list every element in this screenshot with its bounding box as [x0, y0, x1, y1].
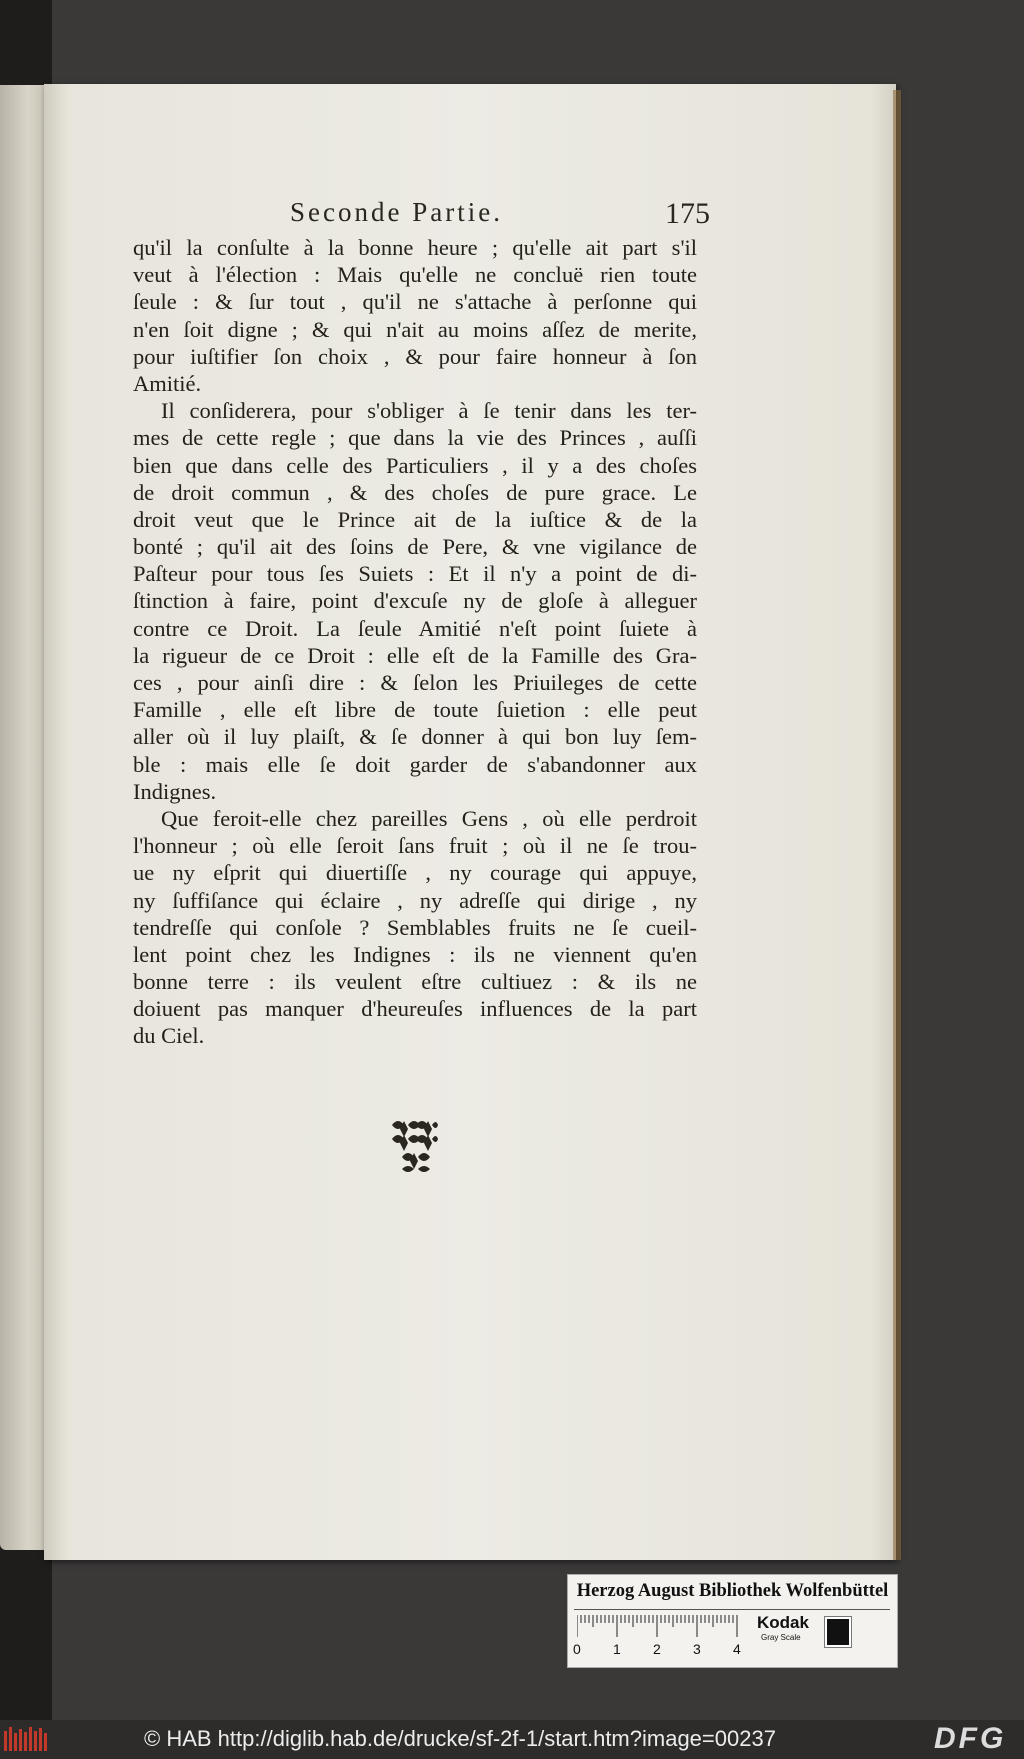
ruler-scale [577, 1615, 753, 1639]
body-text [133, 234, 697, 1050]
text-line: ſeule : & ſur tout , qu'il ne s'attache à perſonne qui [133, 289, 697, 315]
page-header [290, 197, 710, 233]
text-line: ble : mais elle ſe doit garder de s'abandonner aux [133, 751, 697, 777]
text-line: Indignes. [133, 778, 217, 804]
text-line: veut à l'élection : Mais qu'elle ne concluë rien toute [133, 262, 697, 288]
text-line: Il conſiderera, pour s'obliger à ſe tenir dans les ter- [161, 398, 697, 424]
text-line: Paſteur pour tous ſes Suiets : Et il n'y a point de di- [133, 561, 697, 587]
text-line: tendreſſe qui conſole ? Semblables fruits ne ſe cueil- [133, 914, 697, 940]
text-line: du Ciel. [133, 1023, 205, 1049]
text-line: ces , pour ainſi dire : & ſelon les Priuileges de cette [133, 670, 697, 695]
text-line: ſtinction à faire, point d'excuſe ny de gloſe à alleguer [133, 588, 697, 614]
text-line: bonté ; qu'il ait des ſoins de Pere, & vne vigilance de [133, 534, 697, 560]
text-line: ny ſuffiſance qui éclaire , ny adreſſe qui dirige , ny [133, 887, 697, 913]
text-line: qu'il la conſulte à la bonne heure ; qu'elle ait part s'il [133, 235, 697, 260]
gray-scale-label: Gray Scale [761, 1633, 801, 1642]
text-line: ue ny eſprit qui diuertiſſe , ny courage qui appuye, [133, 860, 697, 886]
gray-patch [825, 1617, 851, 1647]
scale-label: 2 [653, 1641, 661, 1657]
divider [574, 1609, 890, 1610]
text-line: Famille , elle eſt libre de toute ſuietion : elle peut [133, 697, 697, 723]
text-line: aller où il luy plaiſt, & ſe donner à qui bon luy ſem- [133, 724, 697, 750]
text-line: droit veut que le Prince ait de la iuſtice & de la [133, 506, 697, 532]
text-line: Que feroit-elle chez pareilles Gens , où elle perdroit [161, 805, 697, 831]
text-line: contre ce Droit. La ſeule Amitié n'eſt point ſuiete à [133, 615, 697, 641]
printers-ornament-icon [388, 1117, 440, 1177]
text-line: l'honneur ; où elle ſeroit ſans fruit ; où il ne ſe trou- [133, 833, 697, 859]
text-line: bien que dans celle des Particuliers , il y a des choſes [133, 452, 697, 478]
text-line: pour iuſtifier ſon choix , & pour faire honneur à ſon [133, 343, 697, 369]
page-edge [893, 90, 901, 1560]
library-name: Herzog August Bibliothek Wolfenbüttel [576, 1581, 889, 1601]
hab-logo-icon [4, 1727, 48, 1753]
page-number: 175 [665, 197, 710, 230]
text-line: de droit commun , & des choſes de pure grace. Le [133, 479, 697, 505]
copyright-url[interactable]: © HAB http://diglib.hab.de/drucke/sf-2f-1/start.htm?image=00237 [144, 1726, 776, 1751]
underlying-page [0, 85, 46, 1550]
text-line: Amitié. [133, 370, 202, 396]
text-line: bonne terre : ils veulent eſtre cultiuez : & ils ne [133, 969, 697, 995]
color-target-card [567, 1574, 898, 1668]
scale-label: 0 [573, 1641, 581, 1657]
kodak-label: Kodak [757, 1613, 809, 1632]
scale-label: 1 [613, 1641, 621, 1657]
text-line: mes de cette regle ; que dans la vie des Princes , auſſi [133, 425, 697, 451]
dfg-logo: DFG [934, 1722, 1007, 1755]
scale-label: 4 [733, 1641, 741, 1657]
text-line: n'en ſoit digne ; & qui n'ait au moins aſſez de merite, [133, 316, 697, 342]
footer-bar [0, 1720, 1024, 1759]
text-line: la rigueur de ce Droit : elle eſt de la Famille des Gra- [133, 642, 697, 668]
text-line: doiuent pas manquer d'heureuſes influences de la part [133, 996, 697, 1022]
text-line: lent point chez les Indignes : ils ne viennent qu'en [133, 941, 697, 967]
running-title: Seconde Partie. [290, 197, 503, 227]
scale-label: 3 [693, 1641, 701, 1657]
